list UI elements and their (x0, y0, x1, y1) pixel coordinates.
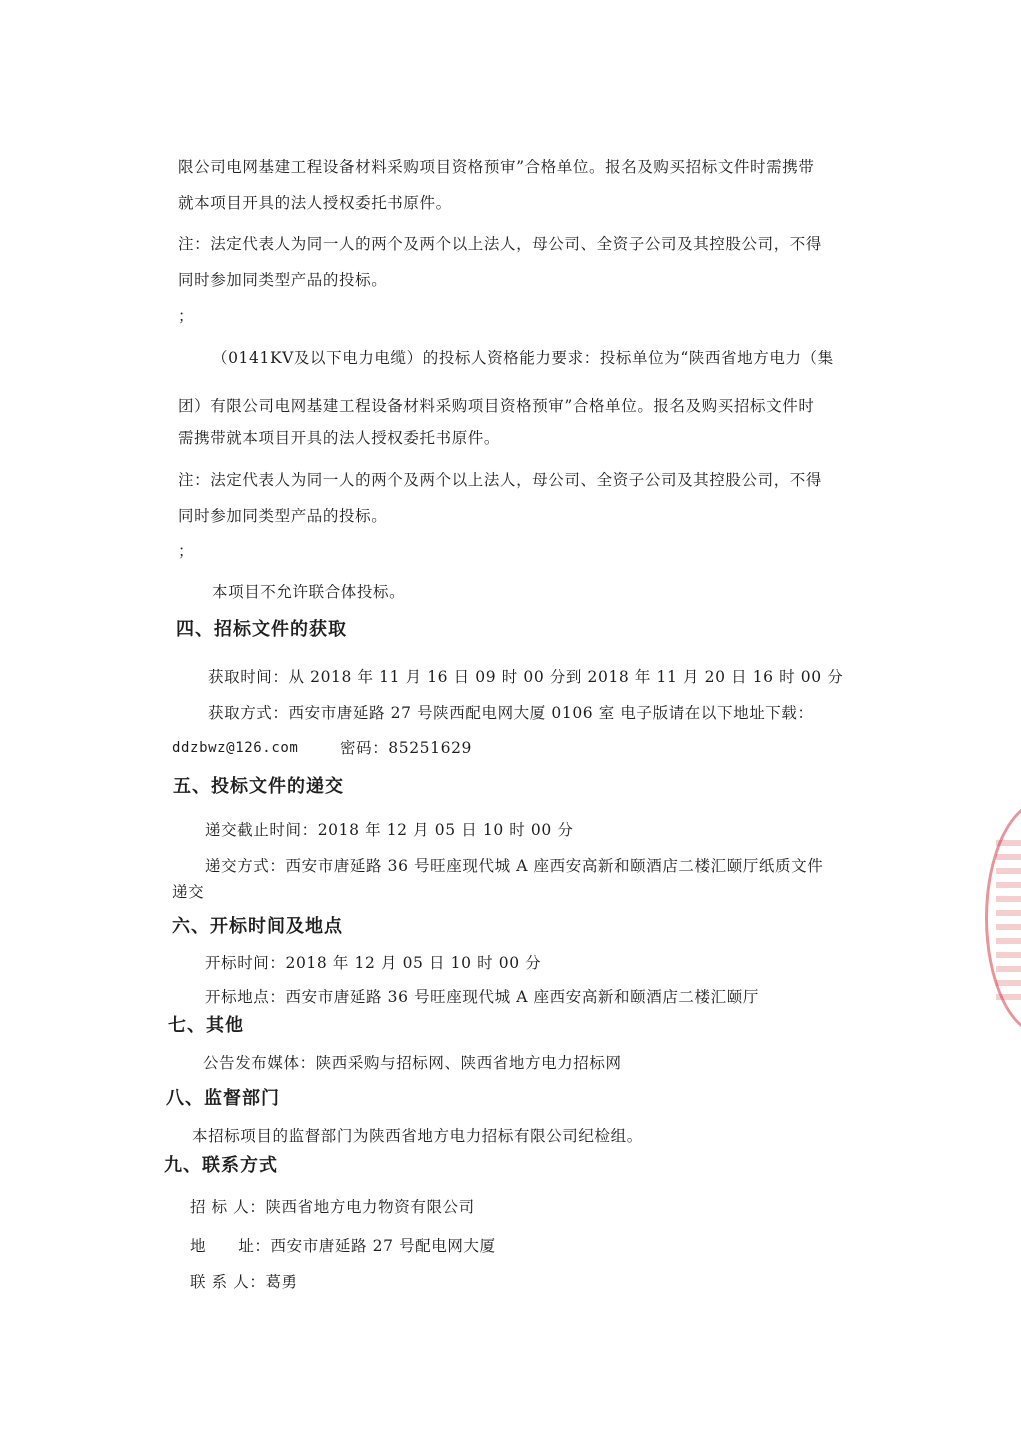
separator-line: ； (178, 542, 195, 560)
supervision-text: 本招标项目的监督部门为陕西省地方电力招标有限公司纪检组。 (192, 1127, 643, 1145)
paragraph-line: 需携带就本项目开具的法人授权委托书原件。 (178, 429, 501, 447)
section-heading: 六、开标时间及地点 (172, 916, 343, 937)
acquisition-time: 获取时间：从 2018 年 11 月 16 日 09 时 00 分到 2018 年 11 月 20 日 16 时 00 分 (208, 668, 844, 686)
note-line: 注：法定代表人为同一人的两个及两个以上法人，母公司、全资子公司及其控股公司，不得 (178, 235, 823, 253)
note-line: 同时参加同类型产品的投标。 (178, 271, 388, 289)
contact-address: 地 址：西安市唐延路 27 号配电网大厦 (190, 1237, 496, 1255)
submission-method-cont: 递交 (172, 883, 205, 901)
note-line: 注：法定代表人为同一人的两个及两个以上法人，母公司、全资子公司及其控股公司，不得 (178, 471, 823, 489)
section-heading: 四、招标文件的获取 (176, 619, 347, 640)
acquisition-method: 获取方式：西安市唐延路 27 号陕西配电网大厦 0106 室 电子版请在以下地址下载： (208, 704, 814, 722)
submission-deadline: 递交截止时间：2018 年 12 月 05 日 10 时 00 分 (205, 821, 574, 839)
paragraph-line: 限公司电网基建工程设备材料采购项目资格预审”合格单位。报名及购买招标文件时需携带 (178, 158, 815, 176)
section-heading: 五、投标文件的递交 (173, 776, 344, 797)
publication-media: 公告发布媒体：陕西采购与招标网、陕西省地方电力招标网 (203, 1054, 622, 1072)
submission-method: 递交方式：西安市唐延路 36 号旺座现代城 A 座西安高新和颐酒店二楼汇颐厅纸质文件 (205, 857, 824, 875)
paragraph-line: 本项目不允许联合体投标。 (212, 583, 406, 601)
contact-person: 联 系 人：葛勇 (190, 1273, 298, 1291)
red-seal-stamp-marks (996, 840, 1021, 1000)
download-password: 密码：85251629 (340, 739, 472, 757)
opening-place: 开标地点：西安市唐延路 36 号旺座现代城 A 座西安高新和颐酒店二楼汇颐厅 (205, 988, 759, 1006)
section-heading: 九、联系方式 (164, 1155, 278, 1176)
note-line: 同时参加同类型产品的投标。 (178, 507, 388, 525)
section-heading: 八、监督部门 (166, 1088, 280, 1109)
paragraph-line: （0141KV及以下电力电缆）的投标人资格能力要求：投标单位为“陕西省地方电力（集 (212, 349, 834, 367)
paragraph-line: 就本项目开具的法人授权委托书原件。 (178, 194, 452, 212)
paragraph-line: 团）有限公司电网基建工程设备材料采购项目资格预审”合格单位。报名及购买招标文件时 (178, 397, 815, 415)
opening-time: 开标时间：2018 年 12 月 05 日 10 时 00 分 (205, 954, 542, 972)
contact-tenderer: 招 标 人：陕西省地方电力物资有限公司 (190, 1198, 475, 1216)
download-email: ddzbwz@126.com (172, 740, 299, 756)
separator-line: ； (178, 307, 195, 325)
section-heading: 七、其他 (168, 1015, 244, 1036)
